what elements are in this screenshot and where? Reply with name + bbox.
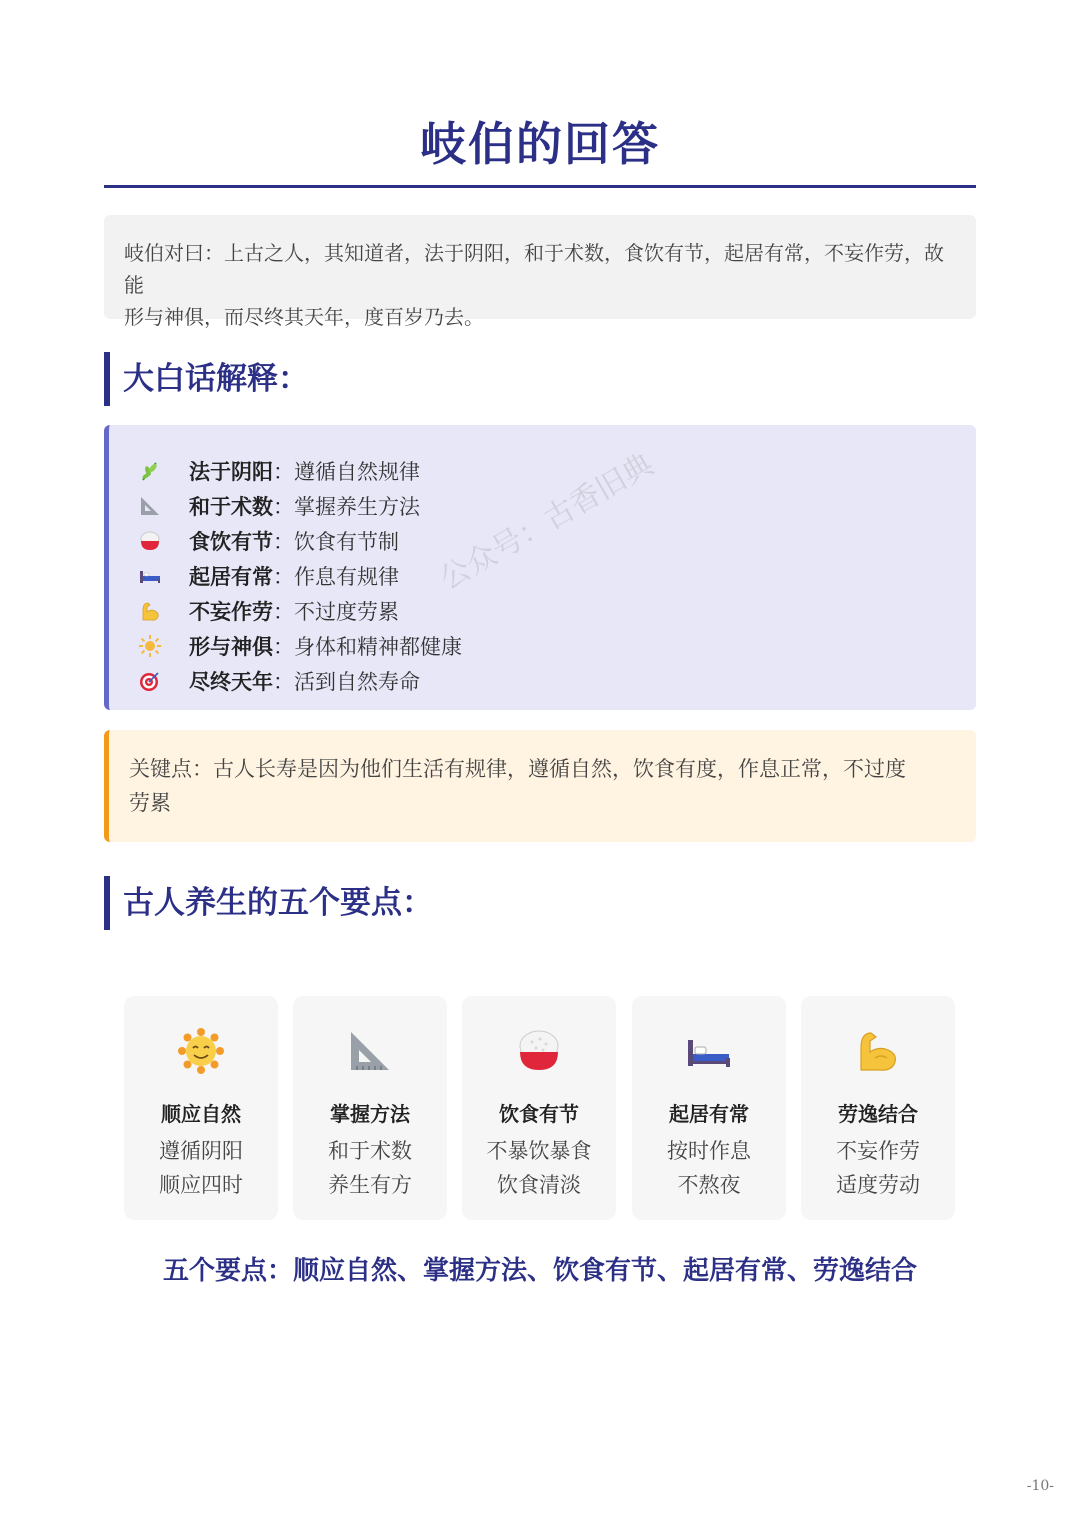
bed-icon: [139, 565, 161, 587]
point-card-title: 劳逸结合: [838, 1102, 918, 1126]
explanation-item: 不妄作劳 ： 不过度劳累: [139, 593, 976, 628]
explanation-item: 法于阴阳 ： 遵循自然规律: [139, 453, 976, 488]
rice-bowl-icon: [462, 1028, 616, 1076]
point-card-title: 饮食有节: [499, 1102, 579, 1126]
key-point-box: [104, 730, 976, 842]
triangle-ruler-icon: [293, 1028, 447, 1076]
bed-icon: [632, 1028, 786, 1076]
explanation-box: [104, 425, 976, 710]
point-card: 顺应自然 遵循阴阳 顺应四时: [124, 996, 278, 1220]
flexed-biceps-icon: [801, 1028, 955, 1076]
section-heading-five-points: 古人养生的五个要点：: [104, 876, 433, 930]
key-point-line-1: 关键点：古人长寿是因为他们生活有规律，遵循自然，饮食有度，作息正常，不过度: [129, 757, 906, 781]
point-card: 掌握方法 和于术数 养生有方: [293, 996, 447, 1220]
point-card: 劳逸结合 不妄作劳 适度劳动: [801, 996, 955, 1220]
quote-box: [104, 215, 976, 329]
page-number: -10-: [1026, 1478, 1054, 1494]
explanation-item: 尽终天年 ： 活到自然寿命: [139, 663, 976, 698]
point-card: 起居有常 按时作息 不熬夜: [632, 996, 786, 1220]
explanation-item: 形与神俱 ： 身体和精神都健康: [139, 628, 976, 663]
point-card-title: 掌握方法: [330, 1102, 410, 1126]
smiling-sun-icon: [124, 1028, 278, 1076]
point-card-title: 顺应自然: [161, 1102, 241, 1126]
section-heading-explanation: 大白话解释：: [104, 352, 309, 406]
explanation-item: 食饮有节 ： 饮食有节制: [139, 523, 976, 558]
quote-line-1: 岐伯对曰：上古之人，其知道者，法于阴阳，和于术数，食饮有节，起居有常，不妄作劳，故能: [124, 241, 944, 297]
explanation-term: 法于阴阳: [189, 459, 273, 484]
key-point-line-2: 劳累: [129, 791, 171, 815]
herb-icon: [139, 460, 161, 482]
explanation-item: 和于术数 ： 掌握养生方法: [139, 488, 976, 523]
point-card: 饮食有节 不暴饮暴食 饮食清淡: [462, 996, 616, 1220]
five-points-cards: [124, 996, 956, 1220]
flexed-biceps-icon: [139, 600, 161, 622]
summary-text: 五个要点：顺应自然、掌握方法、饮食有节、起居有常、劳逸结合: [162, 1256, 917, 1286]
triangle-ruler-icon: [139, 495, 161, 517]
explanation-item: 起居有常 ： 作息有规律: [139, 558, 976, 593]
point-card-title: 起居有常: [669, 1102, 749, 1126]
rice-bowl-icon: [139, 530, 161, 552]
sun-icon: [139, 635, 161, 657]
page-title: 岐伯的回答: [420, 117, 660, 171]
quote-line-2: 形与神俱，而尽终其天年，度百岁乃去。: [124, 305, 484, 329]
title-divider: [104, 185, 976, 188]
watermark: 公众号：古香旧典: [434, 446, 660, 598]
explanation-desc: 遵循自然规律: [294, 459, 420, 484]
target-icon: [139, 670, 161, 692]
